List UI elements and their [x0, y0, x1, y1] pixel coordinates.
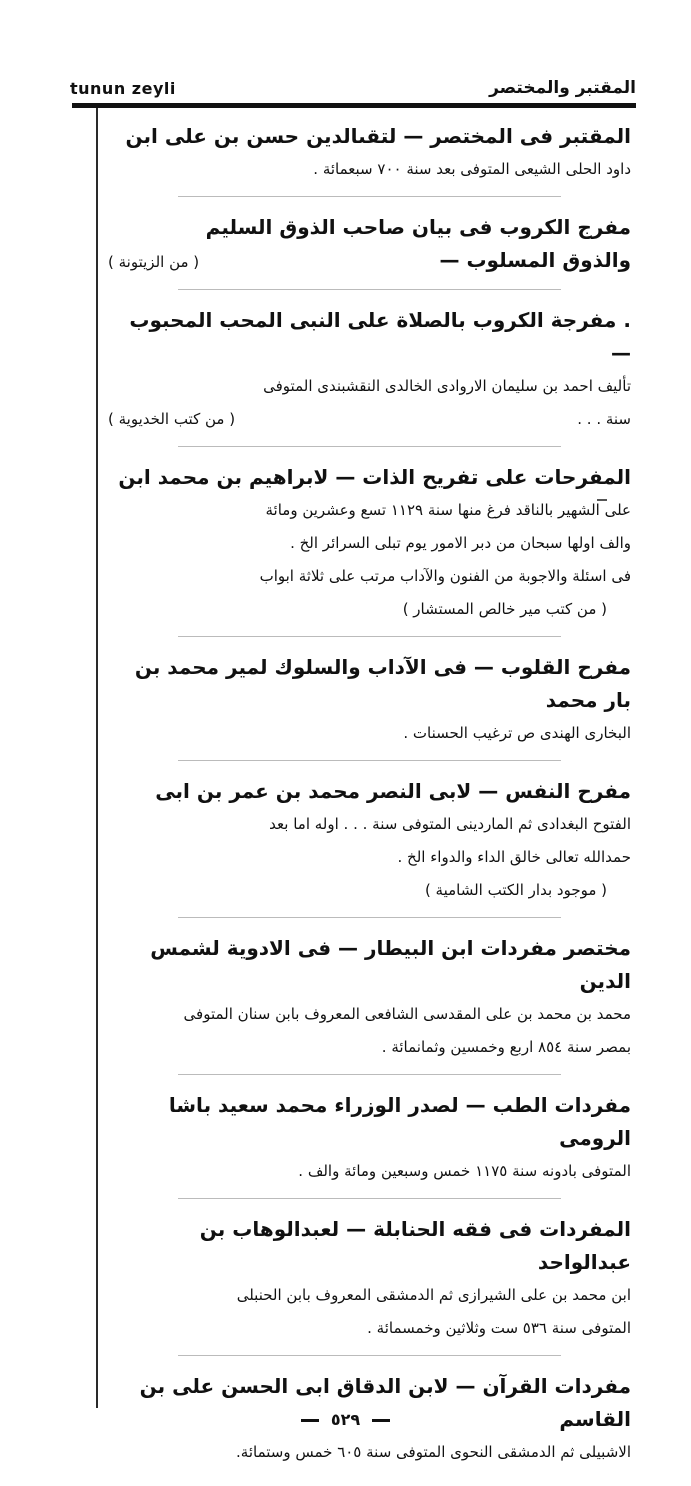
- entry-separator: [108, 917, 631, 918]
- entry-line: تأليف احمد بن سليمان الاروادى الخالدى النقشبندى المتوفى: [263, 377, 631, 395]
- entry-line: الاشبيلى ثم الدمشقى النحوى المتوفى سنة ٦٠٥ خمس وستمائة.: [236, 1443, 631, 1461]
- entry-separator: [108, 446, 631, 447]
- entry-line: مفردات الطب — لصدر الوزراء محمد سعيد باشا الرومى: [168, 1093, 631, 1150]
- entry-mufarrih-al-nafs: [108, 775, 631, 918]
- entry-mukhtasar-mufradat: [108, 932, 631, 1075]
- entry-separator: [108, 760, 631, 761]
- entry-line: والذوق المسلوب —: [439, 248, 631, 272]
- left-margin-line: [96, 108, 98, 1408]
- entry-separator: [108, 1074, 631, 1075]
- entry-line: المتوفى سنة ٥٣٦ ست وثلاثين وخمسمائة .: [367, 1319, 631, 1337]
- entry-line: فى اسئلة والاجوبة من الفنون والآداب مرتب على ثلاثة ابواب: [259, 567, 631, 585]
- entry-separator: [108, 196, 631, 197]
- entry-line: المقتبر فى المختصر — لتقىالدين حسن بن على ابن: [125, 124, 631, 148]
- header-rule: [72, 103, 636, 108]
- page-number-dash: [301, 1419, 319, 1422]
- entry-line: مفرح النفس — لابى النصر محمد بن عمر بن ابى: [155, 779, 631, 803]
- entry-line-with-source: [108, 403, 631, 436]
- entry-muqtabar: [108, 120, 631, 197]
- entry-separator: [108, 289, 631, 290]
- entries-list: [108, 120, 631, 1469]
- entry-line: البخارى الهندى ص ترغيب الحسنات .: [403, 724, 631, 742]
- page-number-text: ٥٢٩: [330, 1410, 361, 1429]
- entry-line: الفتوح البغدادى ثم الماردينى المتوفى سنة . . . اوله اما بعد: [269, 815, 631, 833]
- entry-line: المفرحات على تفريح الذات — لابراهيم بن محمد ابن: [118, 465, 631, 489]
- entry-separator: [108, 636, 631, 637]
- entry-mufarrijat-al-kurub: [108, 304, 631, 447]
- page-number: [0, 1410, 691, 1429]
- header-left-text: tunun zeyli: [70, 79, 176, 98]
- entry-line-with-source: [108, 244, 631, 279]
- entry-line: . مفرجة الكروب بالصلاة على النبى المحب المحبوب —: [129, 308, 631, 365]
- entry-line: داود الحلى الشيعى المتوفى بعد سنة ٧٠٠ سبعمائة .: [313, 160, 631, 178]
- header-right-text: المقتبر والمختصر: [489, 78, 636, 98]
- entry-mufarrij-al-kurub: [108, 211, 631, 290]
- entry-line: والف اولها سبحان من دبر الامور يوم تبلى السرائر الخ .: [290, 534, 631, 552]
- page-number-dash: [372, 1419, 390, 1422]
- entry-separator: [108, 1355, 631, 1356]
- entry-line: مفردات القرآن — لابن الدقاق ابى الحسن على بن القاسم: [139, 1374, 631, 1431]
- entry-mufradat-al-tibb: [108, 1089, 631, 1199]
- entry-line: مفرج الكروب فى بيان صاحب الذوق السليم: [205, 215, 631, 239]
- entry-line: المفردات فى فقه الحنابلة — لعبدالوهاب بن عبدالواحد: [199, 1217, 631, 1274]
- entry-line: ( موجود بدار الكتب الشامية ): [424, 881, 607, 899]
- entry-line: ( من كتب مير خالص المستشار ): [402, 600, 607, 618]
- entry-separator: [108, 1198, 631, 1199]
- entry-al-mufradat-fiqh: [108, 1213, 631, 1356]
- entry-line: مختصر مفردات ابن البيطار — فى الادوية لشمس الدين: [150, 936, 631, 993]
- running-header: [70, 68, 636, 98]
- entry-line: المتوفى بادونه سنة ١١٧٥ خمس وسبعين ومائة والف .: [298, 1162, 631, 1180]
- entry-line: ابن محمد بن على الشيرازى ثم الدمشقى المعروف بابن الحنبلى: [236, 1286, 631, 1304]
- entry-line: سنة . . .: [577, 410, 631, 428]
- entry-line: محمد بن محمد بن على المقدسى الشافعى المعروف بابن سنان المتوفى: [183, 1005, 631, 1023]
- entry-source: ( من كتب الخديوية ): [108, 410, 236, 428]
- entry-line: حمدالله تعالى خالق الداء والدواء الخ .: [397, 848, 631, 866]
- entry-mufarrih-al-qulub: [108, 651, 631, 761]
- entry-source: ( من الزيتونة ): [108, 253, 200, 271]
- entry-line: مفرح القلوب — فى الآداب والسلوك لمير محمد بن بار محمد: [134, 655, 631, 712]
- entry-line: بمصر سنة ٨٥٤ اربع وخمسين وثمانمائة .: [381, 1038, 631, 1056]
- entry-al-mufarrihat: [108, 461, 631, 637]
- entry-line: على الشهير بالناقد فرغ منها سنة ١١٢٩ تسع وعشرين ومائة: [265, 501, 631, 519]
